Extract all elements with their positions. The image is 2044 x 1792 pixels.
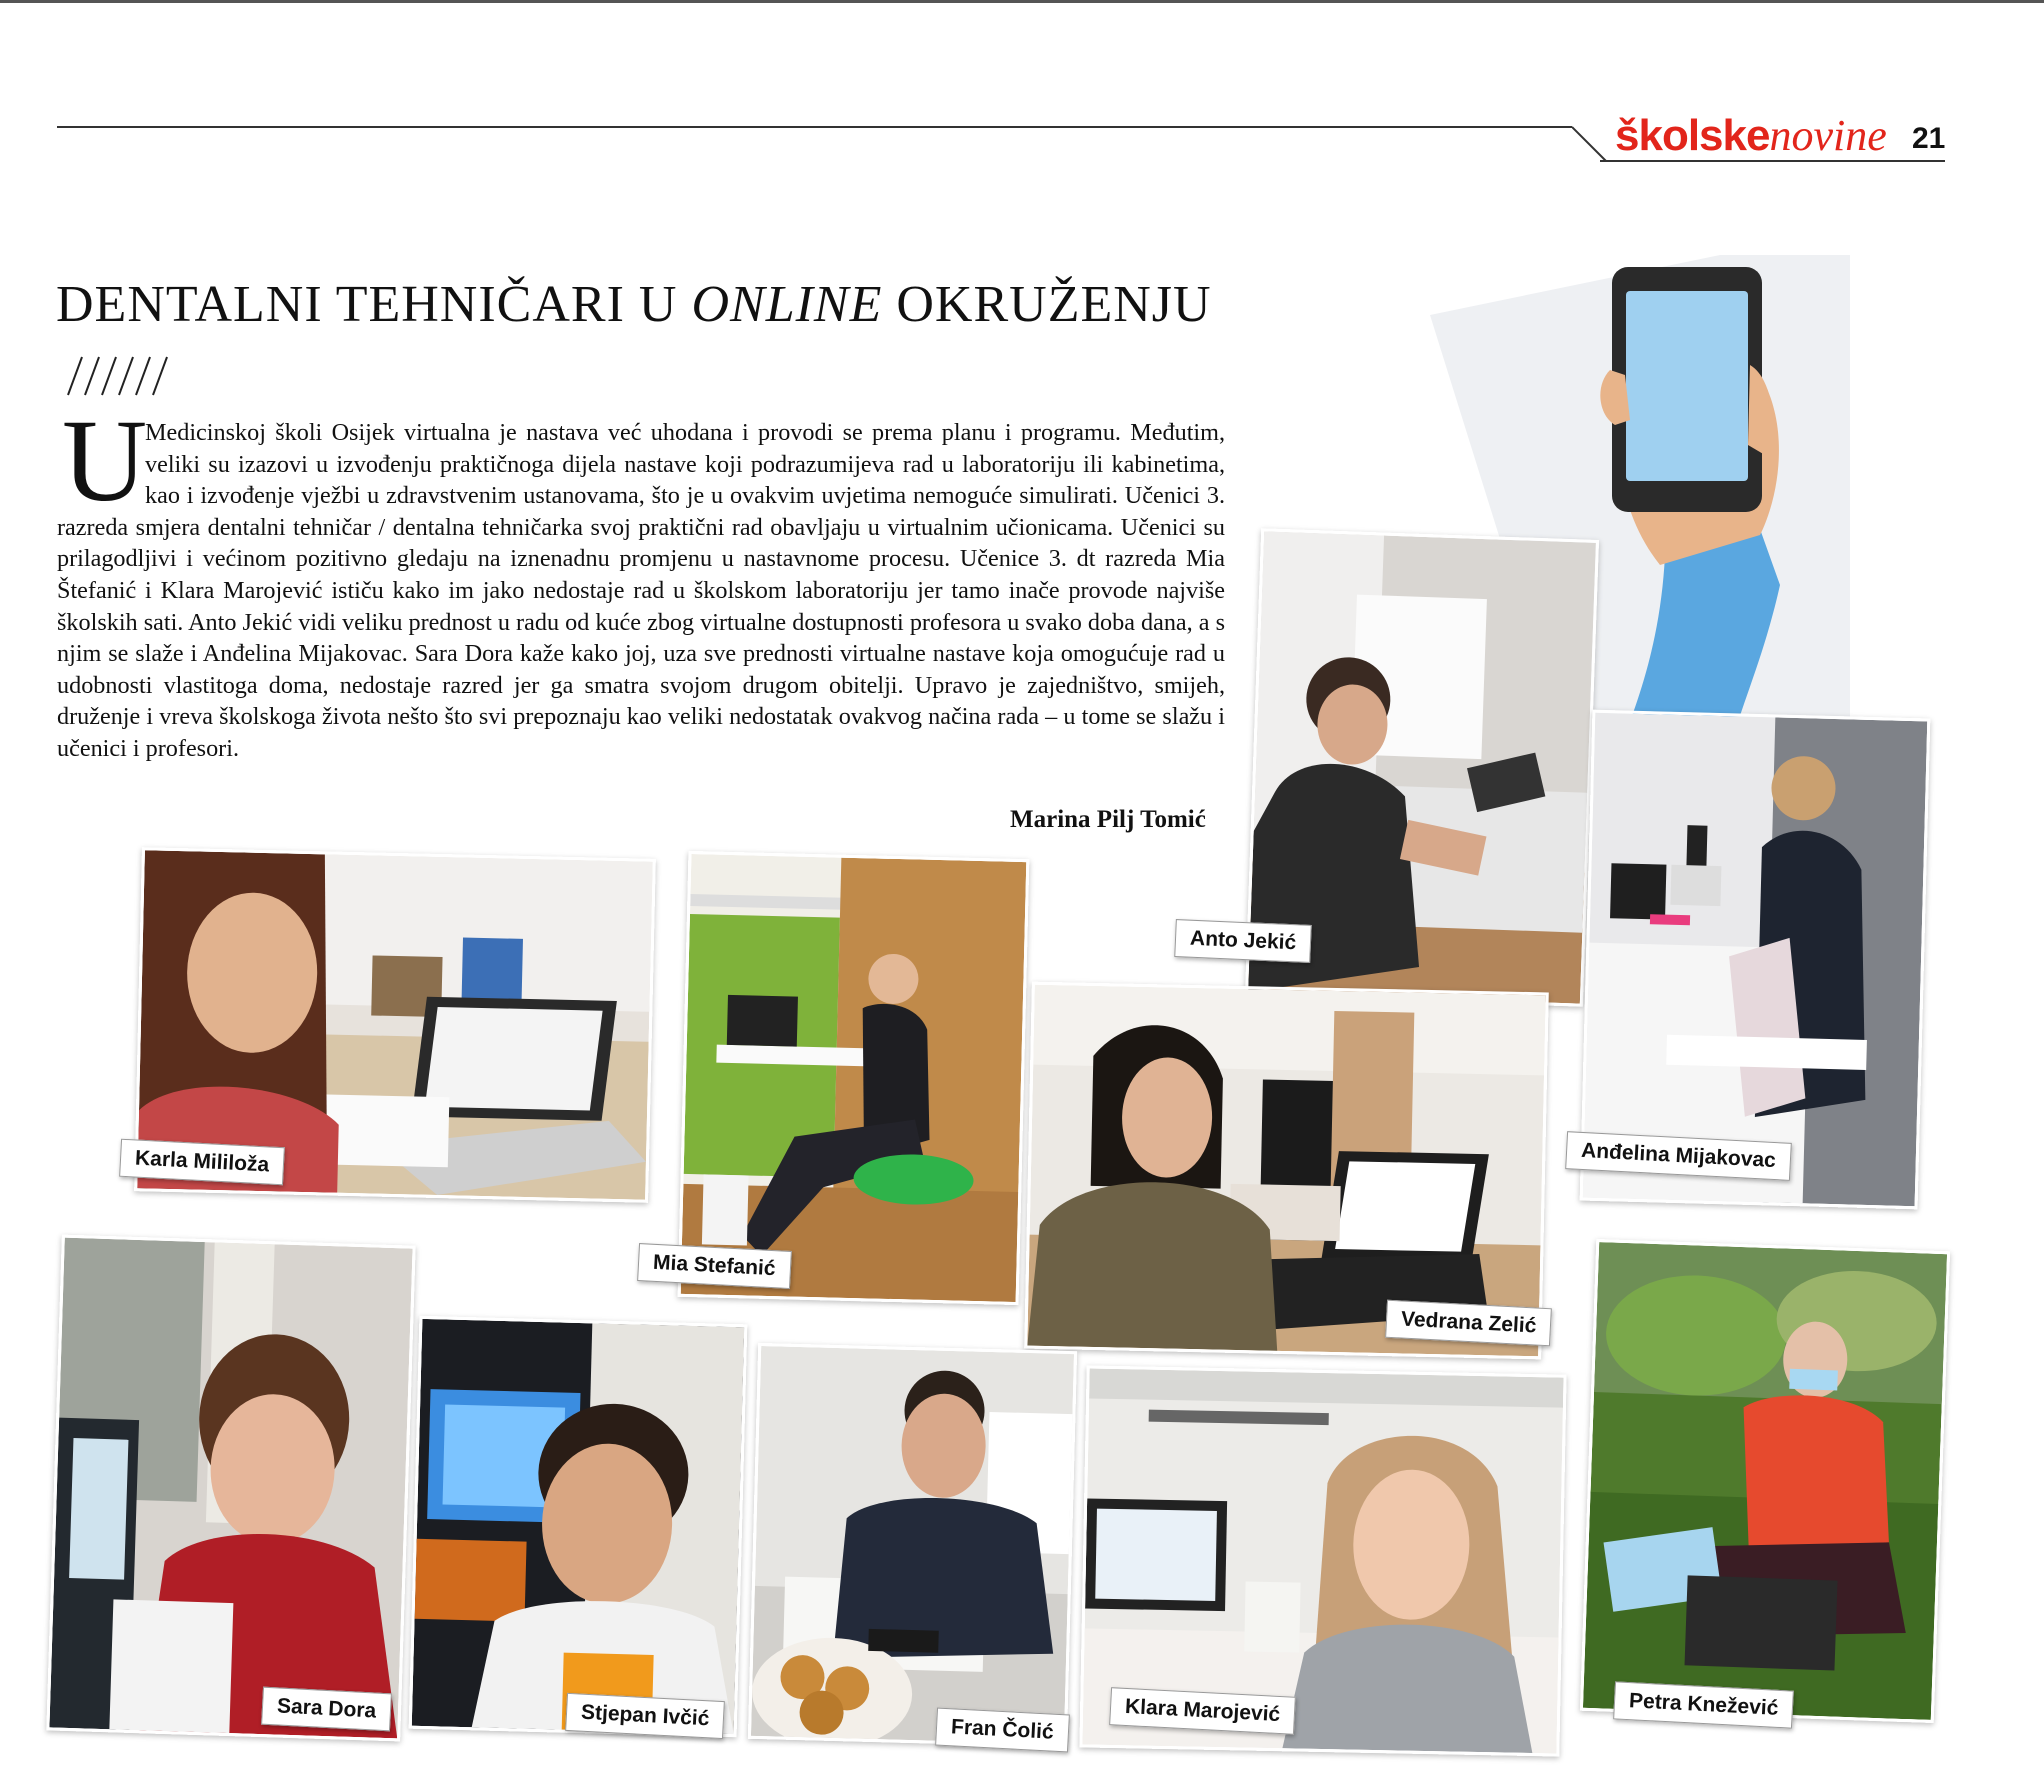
article-text: Medicinskoj školi Osijek virtualna je nastava već uhodana i provodi se prema planu i programu. Međutim, veliki su izazovi u izvođenju praktičnoga dijela nastave koji podrazumijeva rad u laboratoriju ili kabinetima, kao i izvođenje vježbi u zdravstvenim ustanovama, što je u ovakvim uvjetima nemoguće simulirati. Učenici 3. razreda smjera dentalni tehničar / dentalna tehničarka svoj praktični rad obavljaju u virtualnim učionicama. Učenici su prilagodljivi i većinom pozitivno gledaju na iznenadnu promjenu u nastavnome procesu. Učenice 3. dt razreda Mia Štefanić i Klara Marojević ističu kako im jako nedostaje rad u školskom laboratoriju jer tamo inače provode najviše školskih sati. Anto Jekić vidi veliku prednost u radu od kuće zbog virtualne dostupnosti profesora u svako doba dana, a s njim se slaže i Anđelina Mijakovac. Sara Dora kaže kako joj, uza sve prednosti virtualne nastave koja omogućuje rad u udobnosti vlastitoga doma, nedostaje razred jer ga smatra svojom drugom obitelji. Upravo je zajedništvo, smijeh, druženje i vreva školskoga života nešto što svi prepoznaju kao veliki nedostatak ovakvog načina rada – u tome se slažu i učenici i profesori. <box>57 419 1225 762</box>
caption-anto-jekic: Anto Jekić <box>1174 919 1312 963</box>
caption-klara-marojevic: Klara Marojević <box>1109 1687 1296 1735</box>
caption-petra-knezevic: Petra Knežević <box>1613 1681 1794 1728</box>
page-number: 21 <box>1912 122 1946 155</box>
caption-stjepan-ivcic: Stjepan Ivčić <box>565 1693 725 1739</box>
article-body <box>57 417 1225 765</box>
top-border <box>0 0 2044 3</box>
photo-mia-stefanic <box>678 851 1030 1305</box>
publication-logo: školskenovine <box>1615 111 1887 160</box>
photo-vedrana-zelic <box>1024 982 1549 1360</box>
photo-petra-knezevic <box>1580 1239 1950 1723</box>
caption-sara-dora: Sara Dora <box>261 1687 392 1732</box>
photo-fran-colic <box>748 1343 1077 1747</box>
header-rule-bend <box>1572 126 1612 162</box>
photo-stjepan-ivcic <box>409 1316 748 1737</box>
header-rule <box>57 126 1572 128</box>
caption-mia-stefanic: Mia Stefanić <box>637 1243 791 1289</box>
caption-fran-colic: Fran Čolić <box>935 1708 1069 1753</box>
caption-andelina-mijakovac: Anđelina Mijakovac <box>1565 1131 1792 1181</box>
caption-vedrana-zelic: Vedrana Zelić <box>1385 1300 1552 1347</box>
article-title: DENTALNI TEHNIČARI U ONLINE OKRUŽENJU <box>56 276 1212 333</box>
photo-sara-dora <box>46 1235 415 1742</box>
article-author: Marina Pilj Tomić <box>1010 806 1206 833</box>
drop-cap: U <box>62 395 148 526</box>
caption-karla-militoza: Karla Mililoža <box>119 1139 285 1186</box>
